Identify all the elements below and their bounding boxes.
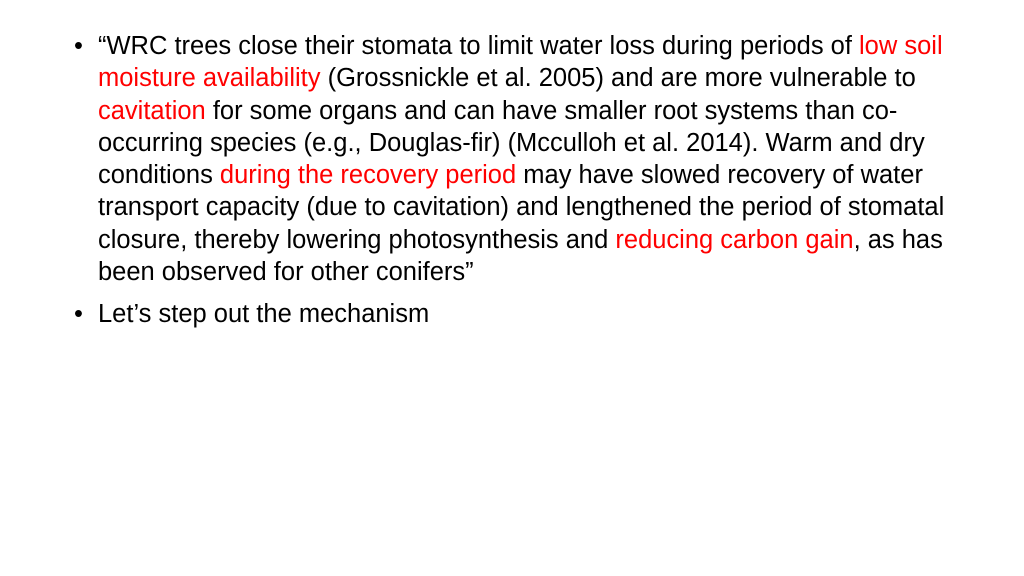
quote-text-1: “WRC trees close their stomata to limit water loss during periods of [98,32,860,60]
quote-text-5: , as has been observed for other conifers” [98,225,943,287]
highlight-low-soil-moisture: low soil moisture availability [98,32,943,93]
highlight-cavitation: cavitation [98,96,206,125]
bullet-quote [74,30,954,288]
highlight-reducing-carbon-gain: reducing carbon gain [615,225,854,254]
bullet-list [74,30,954,341]
quote-text-3: for some organs and can have smaller root systems than co-occurring species (e.g., Douglas-fir) (Mcculloh et al. 2014). Warm and dry conditions [98,96,925,190]
quote-text-2: (Grossnickle et al. 2005) and are more vulnerable to [320,64,916,93]
bullet-marker: • [74,300,83,329]
bullet-marker: • [74,32,83,60]
quote-text-4: may have slowed recovery of water transport capacity (due to cavitation) and lengthened the period of stomatal closure, thereby lowering photosynthesis and [98,161,945,254]
highlight-recovery-period: during the recovery period [219,161,517,190]
mechanism-text: Let’s step out the mechanism [98,300,430,329]
bullet-mechanism [74,298,954,330]
